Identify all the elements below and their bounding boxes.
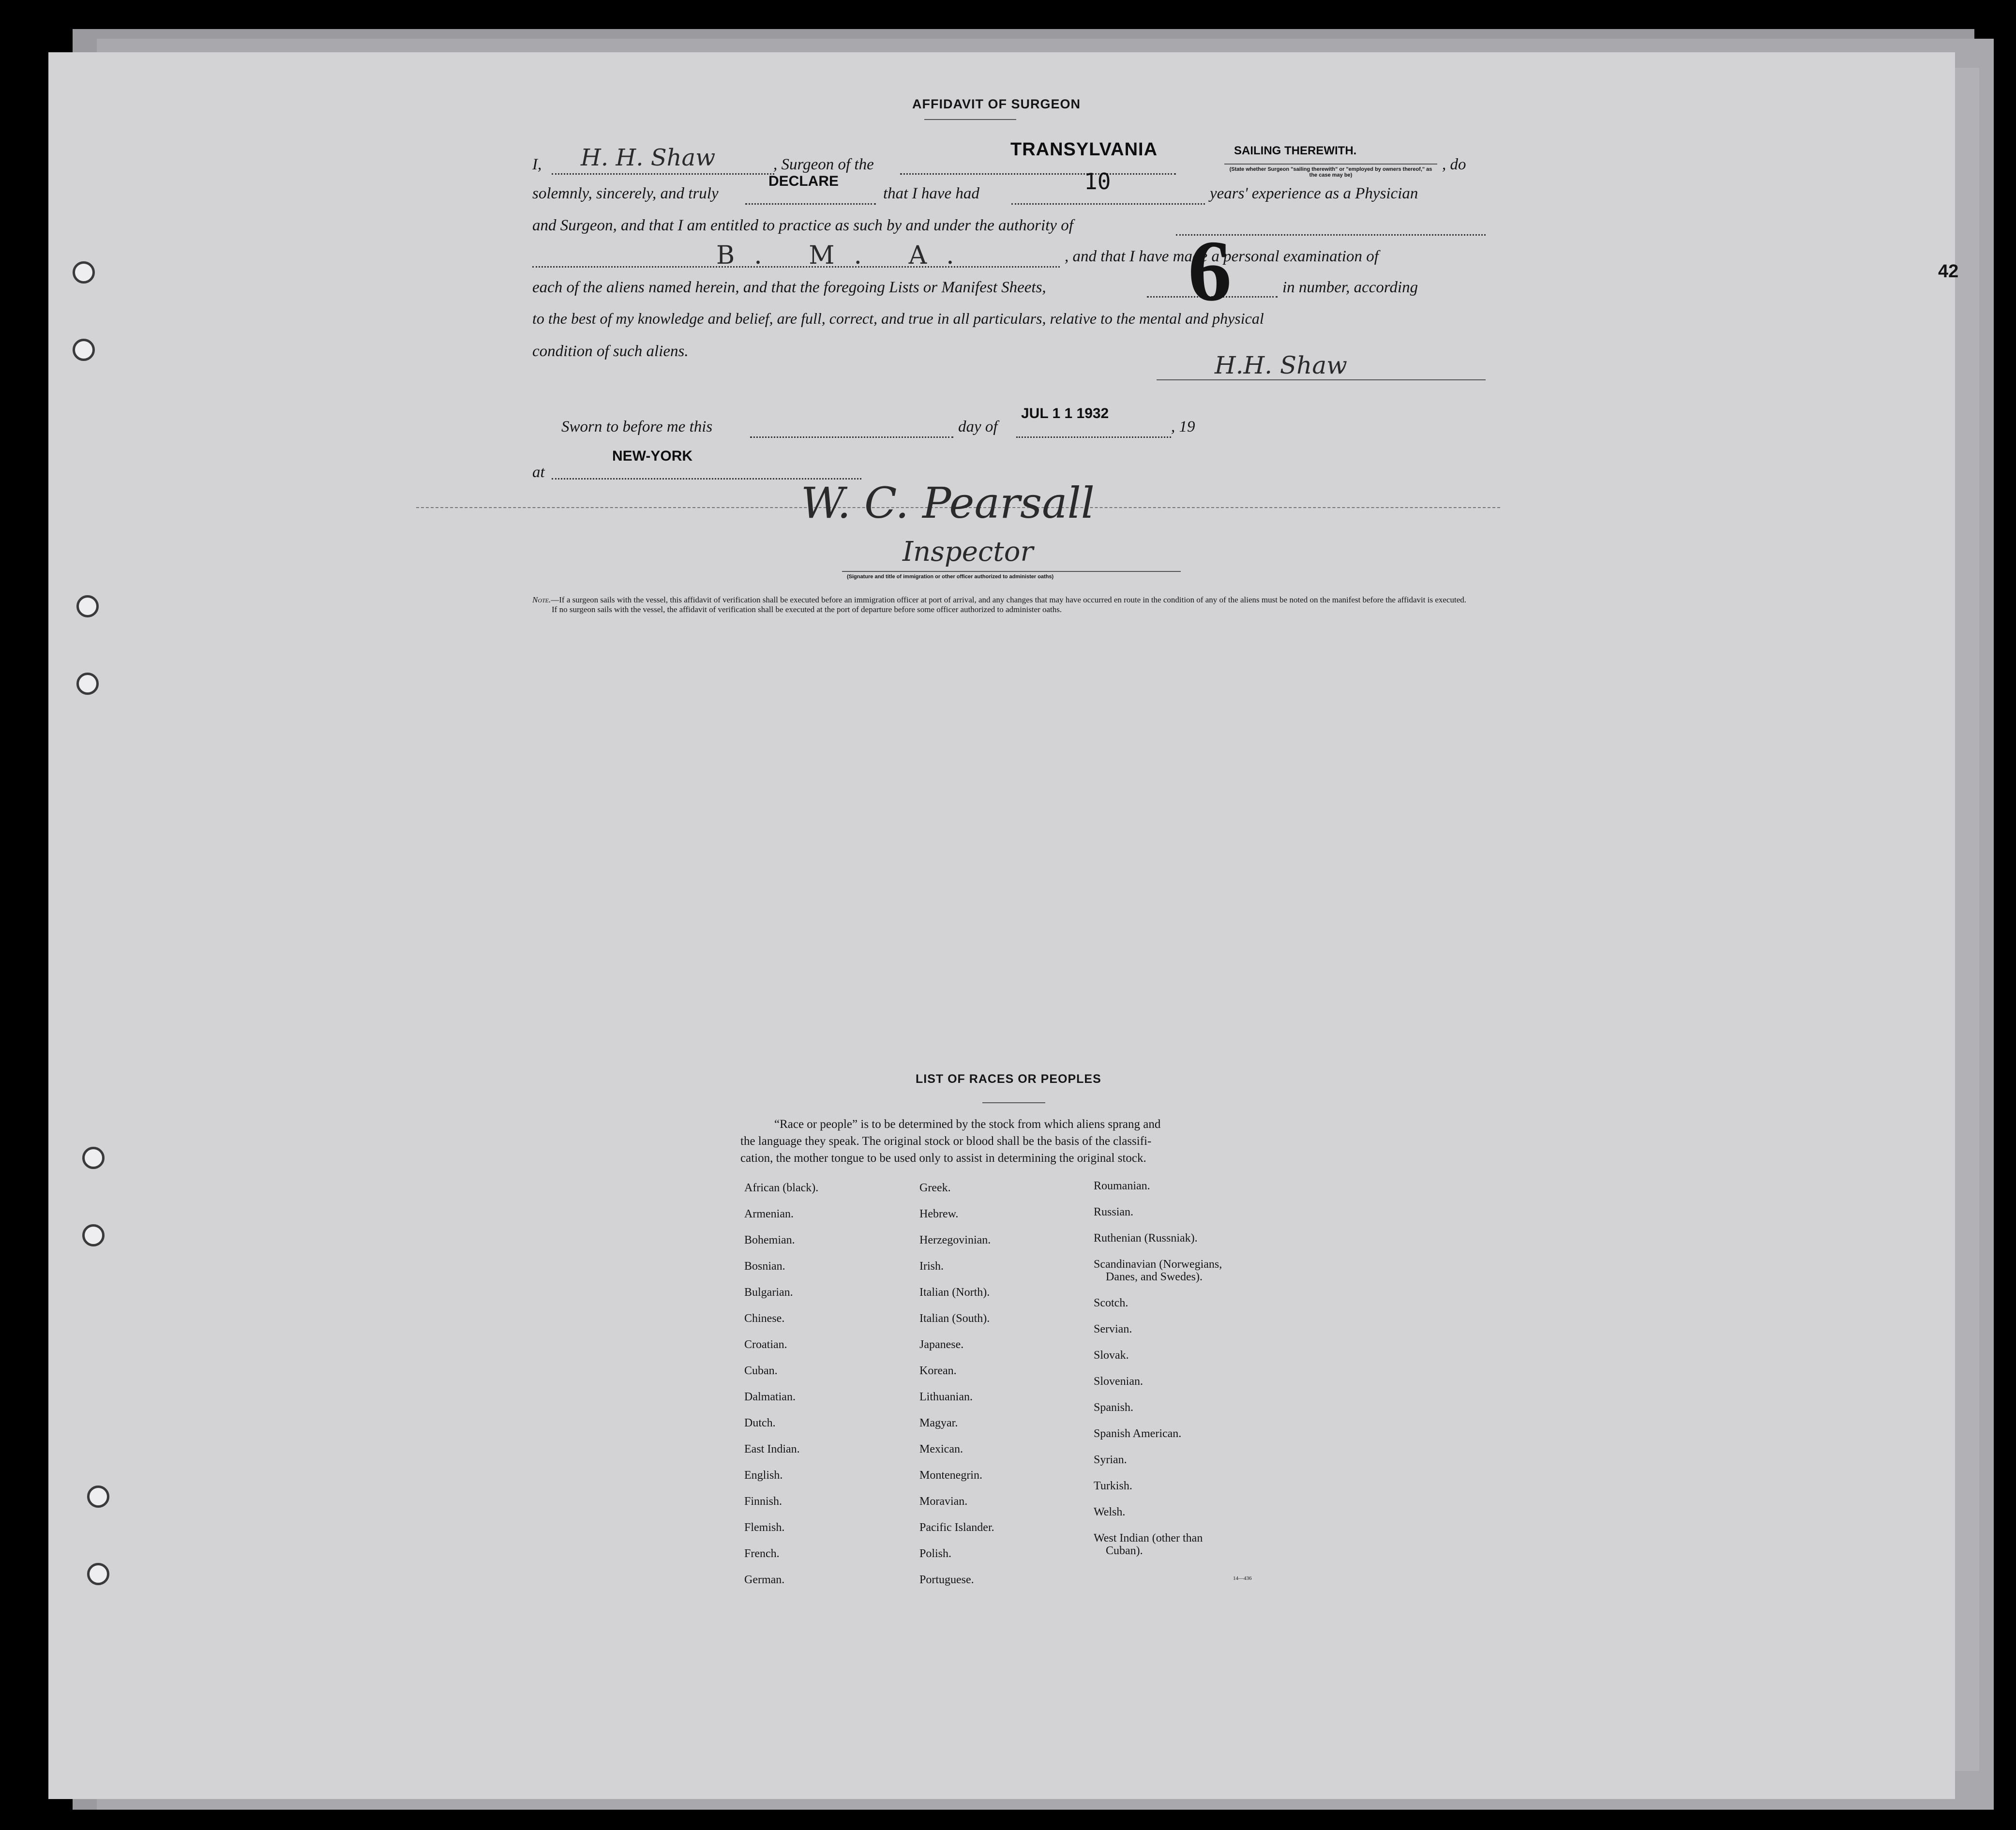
race-item: Welsh.	[1094, 1506, 1126, 1518]
race-item: Armenian.	[744, 1208, 794, 1220]
blank-line	[552, 173, 774, 175]
manifest-page	[48, 52, 1959, 1799]
race-item: Montenegrin.	[919, 1469, 982, 1482]
affidavit-text: , do	[1442, 156, 1466, 173]
declare-stamp: DECLARE	[768, 173, 839, 189]
race-item: Turkish.	[1094, 1480, 1132, 1492]
binder-hole	[73, 339, 95, 361]
race-item: Danes, and Swedes).	[1106, 1271, 1203, 1283]
race-item: East Indian.	[744, 1443, 800, 1455]
surgeon-capacity-stamp: SAILING THEREWITH.	[1234, 144, 1357, 157]
affidavit-text: condition of such aliens.	[532, 343, 689, 360]
at-place-stamp: NEW-YORK	[612, 448, 693, 464]
binder-hole	[76, 595, 99, 617]
race-item: German.	[744, 1574, 785, 1586]
race-item: Russian.	[1094, 1206, 1134, 1218]
capacity-instruction: (State whether Surgeon "sailing therewith" or "employed by owners thereof," as the case may be)	[1229, 166, 1432, 178]
binder-hole	[82, 1224, 105, 1246]
affidavit-text: and Surgeon, and that I am entitled to practice as such by and under the authority of	[532, 217, 1073, 234]
race-item: Syrian.	[1094, 1454, 1127, 1466]
page-number: 42	[1938, 261, 1959, 282]
blank-line	[1224, 164, 1437, 165]
race-item: Slovak.	[1094, 1349, 1129, 1362]
race-item: Slovenian.	[1094, 1375, 1143, 1388]
race-item: Greek.	[919, 1182, 951, 1194]
binder-hole	[82, 1147, 105, 1169]
form-code: 14—436	[1233, 1575, 1252, 1581]
officer-caption: (Signature and title of immigration or other officer authorized to administer oaths)	[847, 574, 1054, 580]
affidavit-text: that I have had	[883, 185, 979, 202]
sworn-text: Sworn to before me this	[561, 418, 713, 435]
race-item: Cuban.	[744, 1365, 778, 1377]
race-item: Chinese.	[744, 1312, 785, 1325]
race-item: Servian.	[1094, 1323, 1132, 1335]
affidavit-text: in number, according	[1282, 279, 1418, 296]
officer-title-handwritten: Inspector	[903, 536, 1034, 568]
surgeon-name-handwritten: H. H. Shaw	[581, 144, 716, 171]
race-item: English.	[744, 1469, 783, 1482]
race-item: Ruthenian (Russniak).	[1094, 1232, 1198, 1245]
at-label: at	[532, 464, 545, 481]
race-item: Herzegovinian.	[919, 1234, 991, 1246]
affidavit-text: to the best of my knowledge and belief, are full, correct, and true in all particulars, relative to the mental and physical	[532, 310, 1264, 327]
race-item: African (black).	[744, 1182, 819, 1194]
affidavit-title: AFFIDAVIT OF SURGEON	[912, 97, 1081, 111]
races-intro-line: “Race or people” is to be determined by the stock from which aliens sprang and	[774, 1118, 1161, 1131]
race-item: Finnish.	[744, 1495, 782, 1508]
race-item: Polish.	[919, 1547, 952, 1560]
sworn-text: , 19	[1171, 418, 1195, 435]
race-item: Irish.	[919, 1260, 944, 1273]
race-item: Croatian.	[744, 1338, 787, 1351]
race-item: French.	[744, 1547, 780, 1560]
race-item: Pacific Islander.	[919, 1521, 994, 1534]
race-item: Magyar.	[919, 1417, 958, 1429]
years-experience-value: 10	[1084, 168, 1111, 195]
note-block	[532, 595, 1490, 615]
race-item: Flemish.	[744, 1521, 785, 1534]
race-item: Dutch.	[744, 1417, 776, 1429]
race-item: Bohemian.	[744, 1234, 795, 1246]
blank-line	[1011, 203, 1205, 205]
races-intro-line: cation, the mother tongue to be used only to assist in determining the original stock.	[740, 1152, 1146, 1165]
authority-handwritten: B. M. A.	[716, 241, 974, 270]
race-item: Scandinavian (Norwegians,	[1094, 1258, 1222, 1271]
surgeon-signature: H.H. Shaw	[1215, 351, 1347, 379]
races-intro	[740, 1116, 1160, 1167]
race-item: Italian (South).	[919, 1312, 990, 1325]
note-paragraph: —If a surgeon sails with the vessel, this affidavit of verification shall be executed before an immigration officer at port of arrival, and any changes that may have occurred en route in the condition of any of the aliens must be noted on the manifest before the affidavit is executed.	[551, 595, 1466, 604]
blank-line	[745, 203, 876, 205]
race-item: Spanish American.	[1094, 1427, 1182, 1440]
manifest-sheets-count: 6	[1188, 223, 1232, 319]
binder-hole	[76, 673, 99, 695]
race-item: Cuban).	[1106, 1545, 1143, 1557]
blank-line	[900, 173, 1176, 175]
race-item: Bosnian.	[744, 1260, 785, 1273]
affidavit-text: each of the aliens named herein, and that the foregoing Lists or Manifest Sheets,	[532, 279, 1046, 296]
race-item: Hebrew.	[919, 1208, 959, 1220]
race-item: Dalmatian.	[744, 1391, 796, 1403]
sworn-text: day of	[958, 418, 998, 435]
binder-hole	[73, 261, 95, 284]
race-item: Mexican.	[919, 1443, 963, 1455]
race-item: Bulgarian.	[744, 1286, 793, 1299]
affidavit-text: solemnly, sincerely, and truly	[532, 185, 719, 202]
officer-signature: W. C. Pearsall	[801, 478, 1095, 528]
affidavit-text: I,	[532, 156, 542, 173]
race-item: Scotch.	[1094, 1297, 1128, 1309]
race-item: West Indian (other than	[1094, 1532, 1203, 1545]
affidavit-text: , and that I have made a personal examination of	[1065, 248, 1379, 265]
sworn-date-stamp: JUL 1 1 1932	[1021, 405, 1109, 421]
binder-hole	[87, 1563, 109, 1585]
signature-line	[842, 571, 1181, 572]
race-item: Italian (North).	[919, 1286, 990, 1299]
race-item: Portuguese.	[919, 1574, 974, 1586]
race-item: Spanish.	[1094, 1401, 1134, 1414]
race-item: Japanese.	[919, 1338, 964, 1351]
blank-line	[1016, 436, 1171, 438]
race-item: Korean.	[919, 1365, 957, 1377]
title-rule	[982, 1102, 1045, 1103]
race-item: Moravian.	[919, 1495, 968, 1508]
note-paragraph: If no surgeon sails with the vessel, the affidavit of verification shall be executed at the port of departure before some officer authorized to administer oaths.	[552, 605, 1062, 614]
ship-name-stamp: TRANSYLVANIA	[1010, 139, 1158, 160]
note-label: Note.	[532, 595, 551, 604]
race-item: Roumanian.	[1094, 1180, 1150, 1192]
signature-line	[1157, 379, 1486, 380]
races-intro-line: the language they speak. The original stock or blood shall be the basis of the classifi-	[740, 1135, 1152, 1148]
blank-line	[750, 436, 953, 438]
races-title: LIST OF RACES OR PEOPLES	[916, 1072, 1101, 1086]
affidavit-text: years' experience as a Physician	[1210, 185, 1418, 202]
title-rule	[924, 119, 1016, 120]
affidavit-text: , Surgeon of the	[773, 156, 874, 173]
race-item: Lithuanian.	[919, 1391, 973, 1403]
binder-hole	[87, 1485, 109, 1508]
